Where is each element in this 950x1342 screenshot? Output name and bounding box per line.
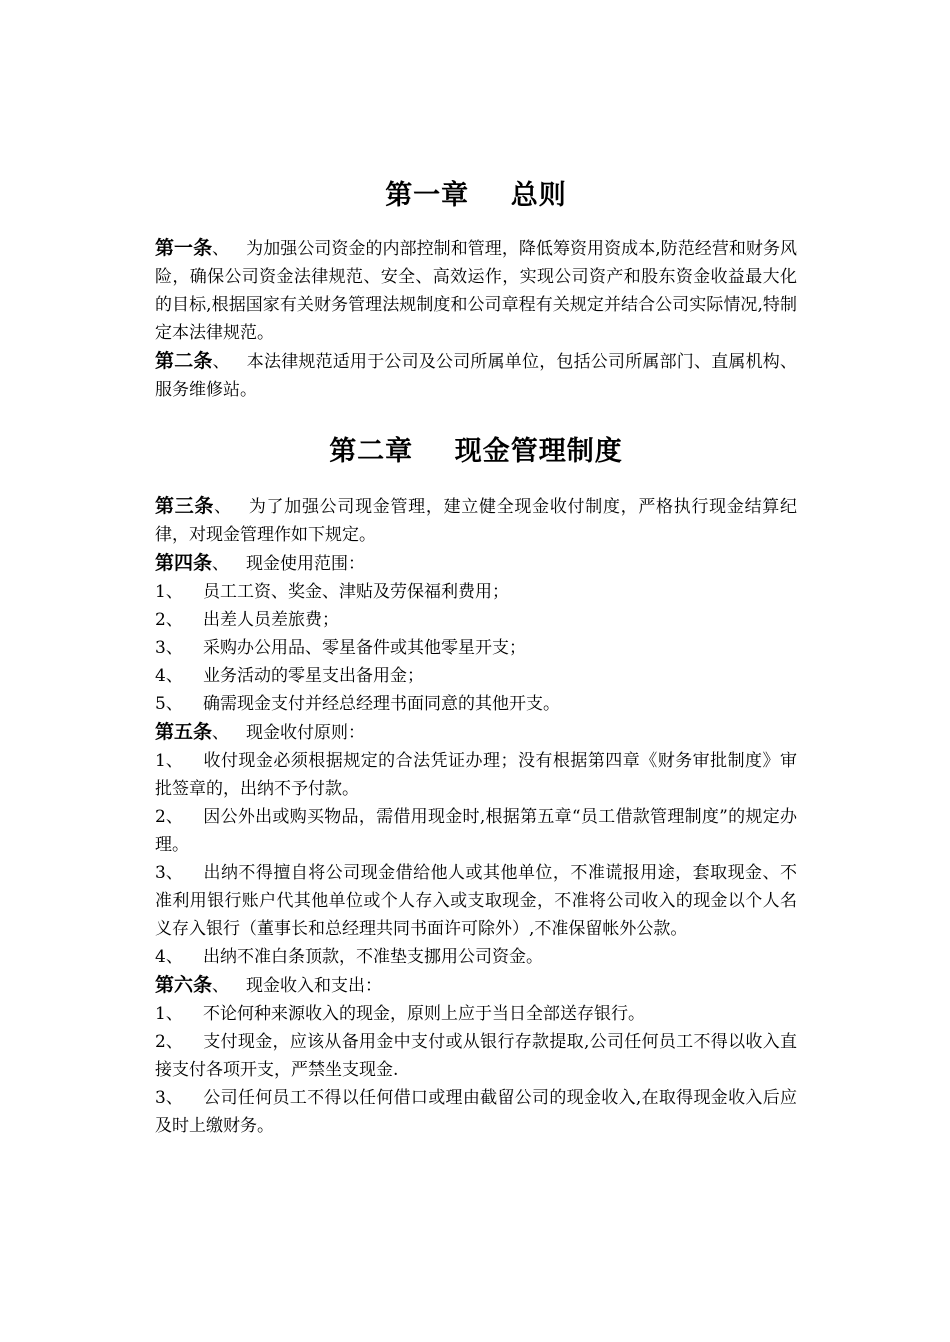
item-number: 2、 (155, 1032, 183, 1052)
item-text: 不论何种来源收入的现金，原则上应于当日全部送存银行。 (203, 1004, 645, 1024)
item-text: 出差人员差旅费； (203, 610, 339, 630)
article-label: 第三条 (155, 495, 215, 517)
item-text: 采购办公用品、零星备件或其他零星开支； (203, 638, 526, 658)
article-6 (155, 971, 797, 1000)
article-text: 为加强公司资金的内部控制和管理，降低筹资用资成本,防范经营和财务风险，确保公司资金法律规范、安全、高效运作，实现公司资产和股东资金收益最大化的目标,根据国家有关财务管理法规制度和公司章程有关规定并结合公司实际情况,特制定本法律规范。 (155, 239, 797, 343)
list-item (155, 690, 797, 718)
article-1 (155, 234, 797, 347)
item-number: 5、 (155, 694, 183, 714)
list-item (155, 606, 797, 634)
list-item (155, 578, 797, 606)
list-item (155, 943, 797, 971)
chapter-1-title: 第一章 总则 (385, 180, 567, 211)
item-number: 3、 (155, 1088, 183, 1108)
item-number: 3、 (155, 863, 183, 883)
item-number: 4、 (155, 947, 183, 967)
article-separator: 、 (212, 352, 230, 372)
article-separator: 、 (214, 497, 232, 517)
list-item (155, 803, 797, 859)
item-number: 2、 (155, 610, 183, 630)
item-number: 2、 (155, 807, 183, 827)
article-label: 第一条 (155, 237, 213, 259)
list-item (155, 1084, 797, 1140)
list-item (155, 662, 797, 690)
item-text: 业务活动的零星支出备用金； (203, 666, 424, 686)
item-text: 确需现金支付并经总经理书面同意的其他开支。 (203, 694, 560, 714)
article-3 (155, 492, 797, 549)
item-text: 公司任何员工不得以任何借口或理由截留公司的现金收入,在取得现金收入后应及时上缴财务。 (155, 1088, 797, 1136)
article-text: 现金收入和支出： (246, 976, 383, 996)
item-text: 出纳不准白条顶款，不准垫支挪用公司资金。 (203, 947, 543, 967)
article-4 (155, 549, 797, 578)
article-label: 第四条 (155, 552, 213, 574)
item-text: 支付现金，应该从备用金中支付或从银行存款提取,公司任何员工不得以收入直接支付各项开支，严禁坐支现金. (155, 1032, 797, 1080)
item-text: 员工工资、奖金、津贴及劳保福利费用； (203, 582, 509, 602)
item-number: 1、 (155, 751, 183, 771)
list-item (155, 859, 797, 943)
item-number: 1、 (155, 582, 183, 602)
article-separator: 、 (212, 239, 230, 259)
article-label: 第六条 (155, 974, 213, 996)
list-item (155, 634, 797, 662)
article-5 (155, 718, 797, 747)
list-item (155, 1028, 797, 1084)
chapter-2-title: 第二章 现金管理制度 (329, 436, 623, 467)
item-text: 收付现金必须根据规定的合法凭证办理；没有根据第四章《财务审批制度》审批签章的，出纳不予付款。 (155, 751, 797, 799)
document-page (155, 178, 797, 1140)
article-text: 为了加强公司现金管理，建立健全现金收付制度，严格执行现金结算纪律，对现金管理作如下规定。 (155, 497, 797, 545)
article-text: 现金使用范围： (246, 554, 366, 574)
article-text: 现金收付原则： (246, 723, 366, 743)
item-text: 因公外出或购买物品，需借用现金时,根据第五章“员工借款管理制度”的规定办理。 (155, 807, 797, 855)
article-separator: 、 (212, 554, 230, 574)
article-label: 第五条 (155, 721, 213, 743)
list-item (155, 747, 797, 803)
article-separator: 、 (212, 723, 230, 743)
article-label: 第二条 (155, 350, 213, 372)
article-text: 本法律规范适用于公司及公司所属单位，包括公司所属部门、直属机构、服务维修站。 (155, 352, 797, 400)
article-separator: 、 (212, 976, 230, 996)
item-number: 3、 (155, 638, 183, 658)
item-number: 4、 (155, 666, 183, 686)
article-2 (155, 347, 797, 404)
list-item (155, 1000, 797, 1028)
item-text: 出纳不得擅自将公司现金借给他人或其他单位，不准谎报用途，套取现金、不准利用银行账户代其他单位或个人存入或支取现金，不准将公司收入的现金以个人名义存入银行（董事长和总经理共同书面许可除外）,不准保留帐外公款。 (155, 863, 797, 939)
item-number: 1、 (155, 1004, 183, 1024)
